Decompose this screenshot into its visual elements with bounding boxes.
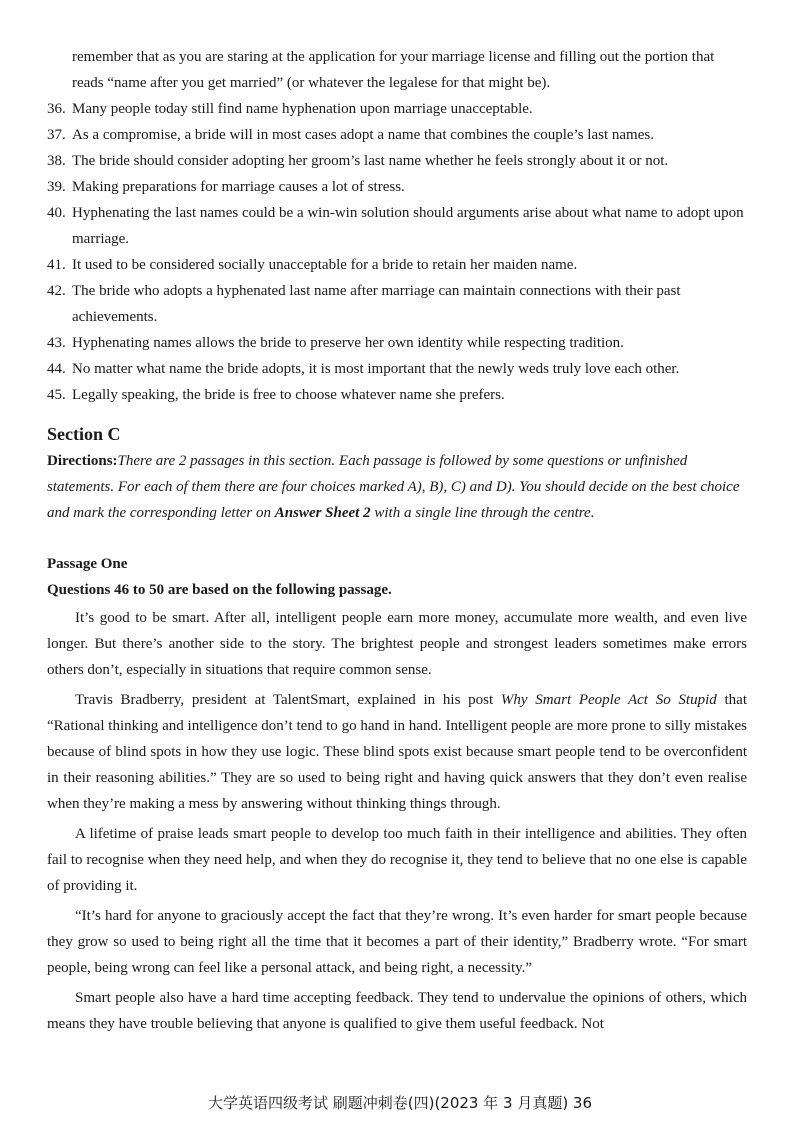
statement-42 bbox=[47, 278, 747, 330]
statement-38 bbox=[47, 148, 747, 174]
post-title: Why Smart People Act So Stupid bbox=[500, 692, 717, 708]
statement-43 bbox=[47, 330, 747, 356]
passage-title: Passage One bbox=[47, 556, 128, 572]
paragraph-2-b: that “Rational thinking and intelligence don’t tend to go hand in hand. Intelligent people are more prone to silly mistakes because of blind spots in how they use logic. These blind spots exist because smart people tend to be overconfident in their reasoning abilities.” They are so used to being right and having quick answers that they don’t even realise when they’re making a mess by answering without thinking things through. bbox=[47, 692, 747, 812]
paragraph-1: It’s good to be smart. After all, intelligent people earn more money, accumulate more wealth, and even live longer. But there’s another side to the story. The brightest people and strongest leaders sometimes make errors others don’t, especially in situations that require common sense. bbox=[47, 610, 747, 678]
passage-body bbox=[47, 605, 747, 1041]
statement-number: 39. bbox=[47, 179, 66, 195]
statement-text: Hyphenating the last names could be a win-win solution should arguments arise about what name to adopt upon marriage. bbox=[72, 205, 744, 247]
paragraph-3: A lifetime of praise leads smart people to develop too much faith in their intelligence and abilities. They often fail to recognise when they need help, and when they do recognise it, they tend to believe that no one else is capable of providing it. bbox=[47, 826, 747, 894]
directions-part1: There are 2 passages in this section. Each passage is followed by some questions or unfinished statements. For each of them there are four choices marked A), B), C) and D). You should decide on the best choice and mark the corresponding letter on bbox=[47, 453, 740, 521]
answer-sheet-label: Answer Sheet 2 bbox=[274, 505, 371, 521]
statement-text: No matter what name the bride adopts, it is most important that the newly weds truly love each other. bbox=[72, 361, 680, 377]
statement-text: Many people today still find name hyphenation upon marriage unacceptable. bbox=[72, 101, 533, 117]
continuation-text: remember that as you are staring at the application for your marriage license and filling out the portion that reads “name after you get married” (or whatever the legalese for that might be). bbox=[72, 49, 715, 91]
paragraph-2 bbox=[47, 687, 747, 817]
statement-text: As a compromise, a bride will in most cases adopt a name that combines the couple’s last names. bbox=[72, 127, 654, 143]
statement-number: 41. bbox=[47, 257, 66, 273]
statement-number: 45. bbox=[47, 387, 66, 403]
paragraph-2-a: Travis Bradberry, president at TalentSmart, explained in his post bbox=[75, 692, 501, 708]
statement-number: 37. bbox=[47, 127, 66, 143]
statement-44 bbox=[47, 356, 747, 382]
statement-39 bbox=[47, 174, 747, 200]
statement-text: The bride should consider adopting her groom’s last name whether he feels strongly about it or not. bbox=[72, 153, 669, 169]
directions-part2: with a single line through the centre. bbox=[370, 505, 595, 521]
statement-number: 38. bbox=[47, 153, 66, 169]
statement-text: Legally speaking, the bride is free to choose whatever name she prefers. bbox=[72, 387, 505, 403]
directions-text bbox=[47, 453, 740, 521]
statement-list bbox=[47, 96, 747, 408]
statement-number: 36. bbox=[47, 101, 66, 117]
paragraph-5: Smart people also have a hard time accepting feedback. They tend to undervalue the opinions of others, which means they have trouble believing that anyone is qualified to give them useful feedback. Not bbox=[47, 990, 747, 1032]
statement-number: 44. bbox=[47, 361, 66, 377]
directions-label: Directions: bbox=[47, 453, 118, 469]
page-footer: 大学英语四级考试 刷题冲刺卷(四)(2023 年 3 月真题) 36 bbox=[207, 1094, 593, 1112]
statement-number: 40. bbox=[47, 205, 66, 221]
statement-text: Making preparations for marriage causes a lot of stress. bbox=[72, 179, 405, 195]
statement-41 bbox=[47, 252, 747, 278]
statement-text: It used to be considered socially unacceptable for a bride to retain her maiden name. bbox=[72, 257, 578, 273]
section-title: Section C bbox=[47, 424, 121, 444]
statement-36 bbox=[47, 96, 747, 122]
questions-heading: Questions 46 to 50 are based on the following passage. bbox=[47, 582, 392, 598]
statement-number: 42. bbox=[47, 283, 66, 299]
statement-45 bbox=[47, 382, 747, 408]
statement-text: The bride who adopts a hyphenated last name after marriage can maintain connections with their past achievements. bbox=[72, 283, 681, 325]
statement-number: 43. bbox=[47, 335, 66, 351]
statement-text: Hyphenating names allows the bride to preserve her own identity while respecting tradition. bbox=[72, 335, 624, 351]
paragraph-4: “It’s hard for anyone to graciously accept the fact that they’re wrong. It’s even harder for smart people because they grow so used to being right all the time that it becomes a part of their identity,” Bradberry wrote. “For smart people, being wrong can feel like a personal attack, and being right, a necessity.” bbox=[47, 908, 747, 976]
statement-37 bbox=[47, 122, 747, 148]
directions bbox=[47, 448, 747, 526]
statement-40 bbox=[47, 200, 747, 252]
